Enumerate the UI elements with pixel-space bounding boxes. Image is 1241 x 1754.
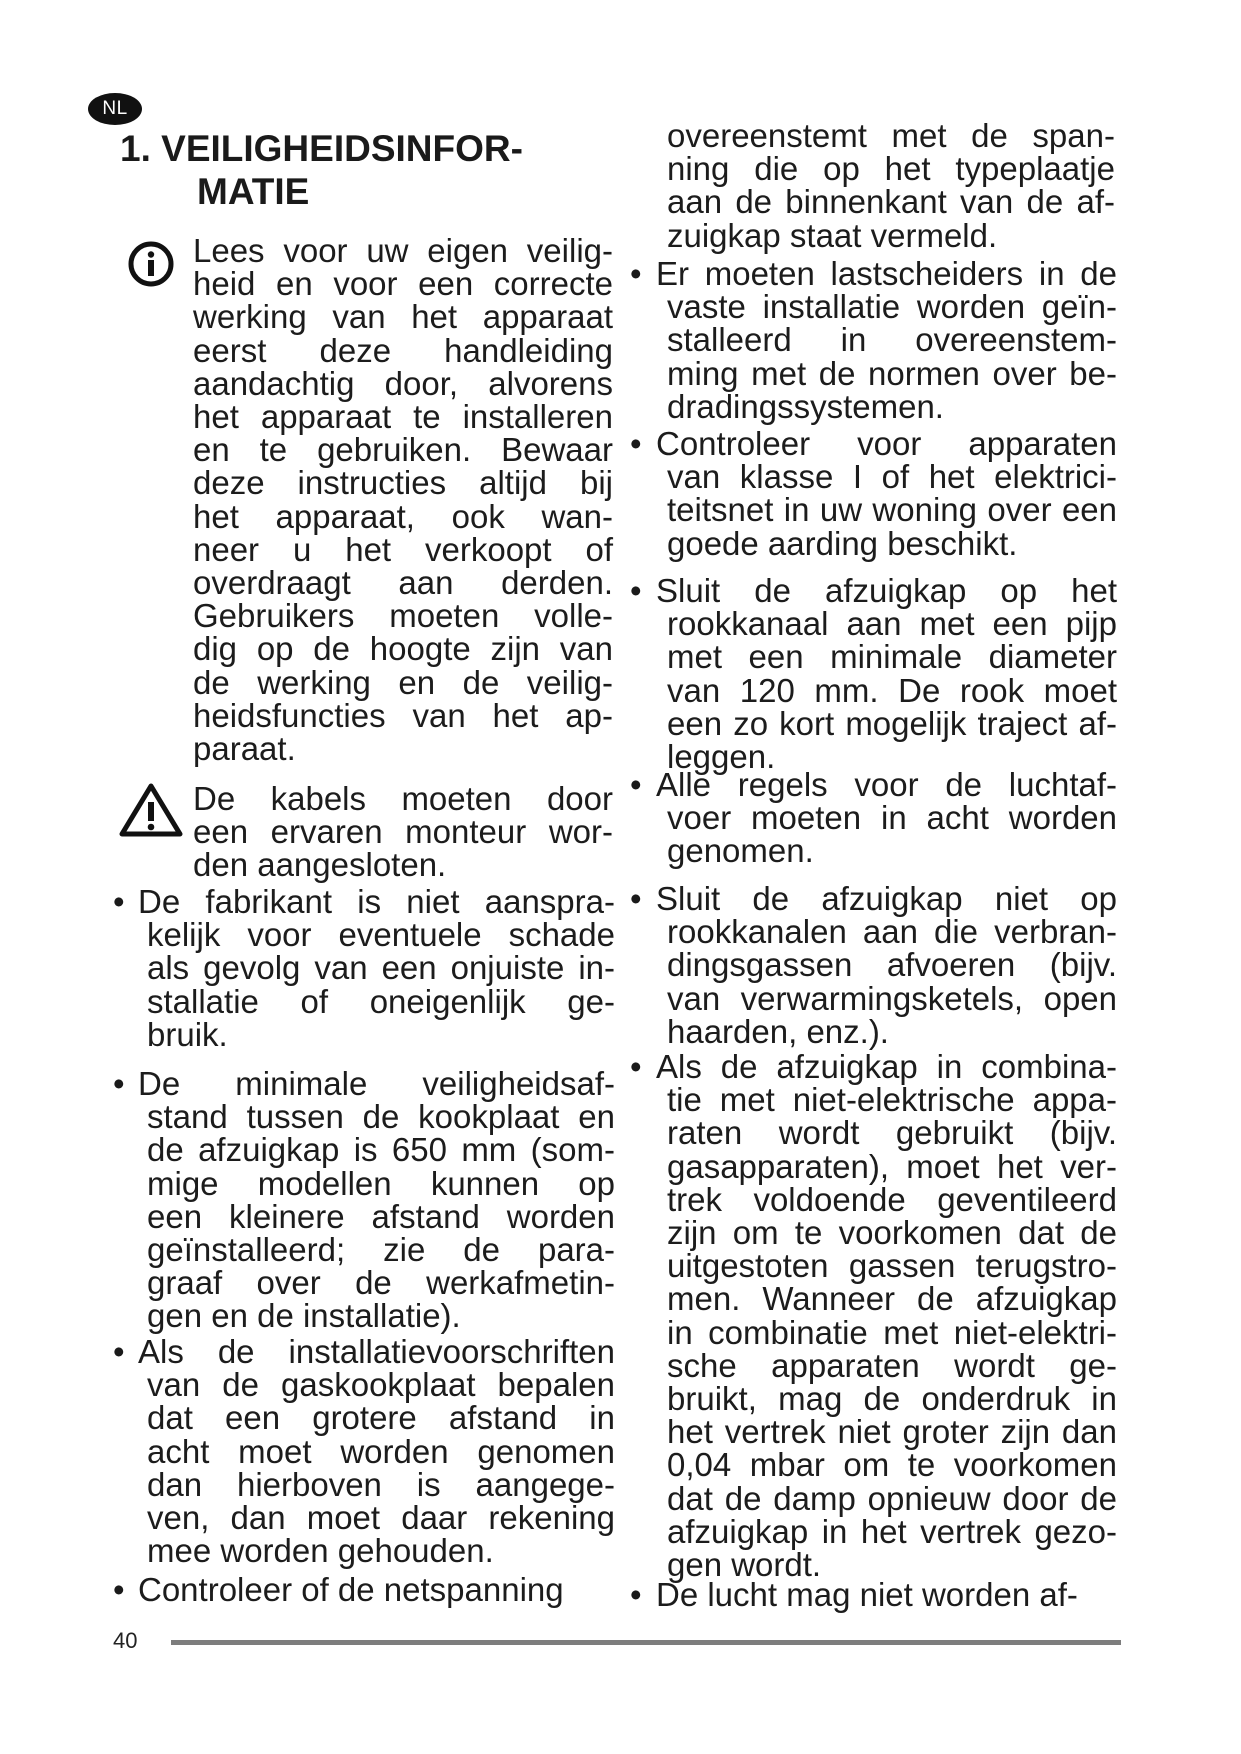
info-note-line: de werking en de veilig- [193,663,613,701]
section-heading [120,127,523,213]
info-note-line: aandachtig door, alvorens [193,364,613,402]
info-note-line: werking van het apparaat [193,298,613,336]
info-note-line: overdraagt aan derden. [193,564,613,601]
info-circle-icon [127,240,175,288]
right-bullet-dot: • [630,766,642,803]
right-bullet-item-line: rookkanalen aan die verbran- [667,913,1117,951]
right-bullet-item-line: genomen. [667,832,814,870]
right-bullet-item-line: uitgestoten gassen terugstro- [667,1247,1117,1285]
section-heading-line-1: 1. VEILIGHEIDSINFOR- [120,128,523,169]
right-bullet-dot: • [630,572,642,609]
right-bullet-dot: • [630,255,642,292]
right-bullet-item-line: tie met niet-elektrische appa- [667,1081,1117,1119]
info-note-line: het apparaat te installeren [193,398,613,435]
info-note-line: heid en voor een correcte [193,265,613,303]
right-bullet-dot: • [630,1576,642,1613]
info-note-line: neer u het verkoopt of [193,530,613,568]
left-bullet-dot: • [113,1333,125,1370]
left-bullet-item-line: bruik. [147,1015,228,1053]
right-bullet-item-line: van 120 mm. De rook moet [667,671,1117,709]
left-bullet-item-line: mee worden gehouden. [147,1532,494,1570]
continuation-line: ning die op het typeplaatje [667,150,1115,188]
left-bullet-item-line: Als de installatievoorschriften [138,1333,615,1370]
left-bullet-item-line: De fabrikant is niet aanspra- [138,883,615,920]
left-bullet-item-line: ven, dan moet daar rekening [147,1499,615,1536]
right-bullet-item-line: een zo kort mogelijk traject af- [667,704,1117,742]
right-bullet-item-line: raten wordt gebruikt (bijv. [667,1114,1117,1152]
right-bullet-item-line: vaste installatie worden geïn- [667,288,1117,326]
info-note-line: heidsfuncties van het ap- [193,696,613,734]
continuation-line: aan de binnenkant van de af- [667,183,1115,221]
left-bullet-item-line: een kleinere afstand worden [147,1197,615,1235]
continuation-line: zuigkap staat vermeld. [667,216,998,254]
right-bullet-item-line: bruikt, mag de onderdruk in [667,1380,1117,1417]
right-bullet-dot: • [630,880,642,917]
warning-note-line: De kabels moeten door [193,780,613,817]
left-bullet-item-line: Controleer of de netspanning [138,1571,564,1608]
left-bullet-item-line: graaf over de werkafmetin- [147,1264,615,1302]
right-bullet-item-line: haarden, enz.). [667,1012,889,1050]
left-bullet-item-line: dat een grotere afstand in [147,1399,615,1437]
info-note-line: Gebruikers moeten volle- [193,597,613,635]
right-bullet-item-line: dradingssystemen. [667,387,944,425]
right-bullet-item-line: in combinatie met niet-elektri- [667,1313,1117,1351]
right-bullet-item-line: 0,04 mbar om te voorkomen [667,1446,1117,1484]
left-bullet-item-line: De minimale veiligheidsaf- [138,1065,615,1102]
right-bullet-item-line: het vertrek niet groter zijn dan [667,1413,1117,1451]
right-bullet-item-line: gen wordt. [667,1546,822,1583]
left-bullet-item-line: van de gaskookplaat bepalen [147,1366,615,1404]
continuation-line: overeenstemt met de span- [667,117,1115,154]
right-bullet-item-line: gasapparaten), moet het ver- [667,1147,1117,1185]
right-bullet-item-line: ming met de normen over be- [667,354,1117,392]
right-bullet-item-line: dingsgassen afvoeren (bijv. [667,946,1117,984]
right-bullet-item-line: goede aarding beschikt. [667,524,1018,562]
left-bullet-item-line: acht moet worden genomen [147,1432,615,1470]
right-bullet-item-line: men. Wanneer de afzuigkap [667,1280,1117,1318]
right-bullet-item-line: dat de damp opnieuw door de [667,1479,1117,1517]
right-bullet-item-line: van klasse I of het elektrici- [667,458,1117,496]
page-number: 40 [113,1628,138,1653]
right-bullet-item-line: met een minimale diameter [667,638,1117,676]
info-note-line: en te gebruiken. Bewaar [193,431,613,469]
right-bullet-item-line: afzuigkap in het vertrek gezo- [667,1512,1117,1550]
right-bullet-item-line: teitsnet in uw woning over een [667,491,1117,529]
info-note-line: eerst deze handleiding [193,331,613,369]
left-bullet-item-line: gen en de installatie). [147,1297,461,1335]
warning-note-line: den aangesloten. [193,846,447,884]
left-bullet-dot: • [113,1065,125,1102]
left-bullet-item-line: kelijk voor eventuele schade [147,916,615,954]
warning-triangle-icon [119,782,183,838]
right-bullet-item-line: trek voldoende geventileerd [667,1180,1117,1218]
right-bullet-item-line: leggen. [667,738,776,775]
left-bullet-dot: • [113,883,125,920]
right-bullet-item-line: rookkanaal aan met een pijp [667,605,1117,643]
left-bullet-item-line: als gevolg van een onjuiste in- [147,949,615,987]
section-heading-line-2: MATIE [197,171,310,212]
info-note-line: het apparaat, ook wan- [193,497,613,535]
right-bullet-item-line: Sluit de afzuigkap niet op [656,880,1117,917]
left-bullet-dot: • [113,1571,125,1608]
left-bullet-item-line: mige modellen kunnen op [147,1164,615,1202]
info-note-line: deze instructies altijd bij [193,464,613,502]
right-bullet-item-line: Alle regels voor de luchtaf- [656,766,1117,803]
left-bullet-item-line: stand tussen de kookplaat en [147,1098,615,1136]
info-note-line: paraat. [193,730,296,767]
right-bullet-item-line: Als de afzuigkap in combina- [656,1048,1117,1085]
right-bullet-item-line: stalleerd in overeenstem- [667,321,1117,359]
right-bullet-dot: • [630,1048,642,1085]
footer-rule [171,1640,1121,1645]
info-note-line: Lees voor uw eigen veilig- [193,232,613,269]
left-bullet-item-line: de afzuigkap is 650 mm (som- [147,1131,615,1169]
right-bullet-item-line: Er moeten lastscheiders in de [656,255,1117,292]
info-note-line: dig op de hoogte zijn van [193,630,613,668]
right-bullet-item-line: Sluit de afzuigkap op het [656,572,1117,609]
right-bullet-item-line: voer moeten in acht worden [667,799,1117,837]
right-bullet-dot: • [630,425,642,462]
right-bullet-item-line: Controleer voor apparaten [656,425,1117,462]
right-bullet-item-line: zijn om te voorkomen dat de [667,1214,1117,1251]
right-bullet-item-line: van verwarmingsketels, open [667,979,1117,1017]
language-badge: NL [88,93,142,125]
left-bullet-item-line: dan hierboven is aangege- [147,1465,615,1503]
left-bullet-item-line: stallatie of oneigenlijk ge- [147,982,615,1020]
warning-note-line: een ervaren monteur wor- [193,813,613,851]
left-bullet-item-line: geïnstalleerd; zie de para- [147,1231,615,1268]
right-bullet-item-line: De lucht mag niet worden af- [656,1576,1078,1613]
right-bullet-item-line: sche apparaten wordt ge- [667,1346,1117,1384]
